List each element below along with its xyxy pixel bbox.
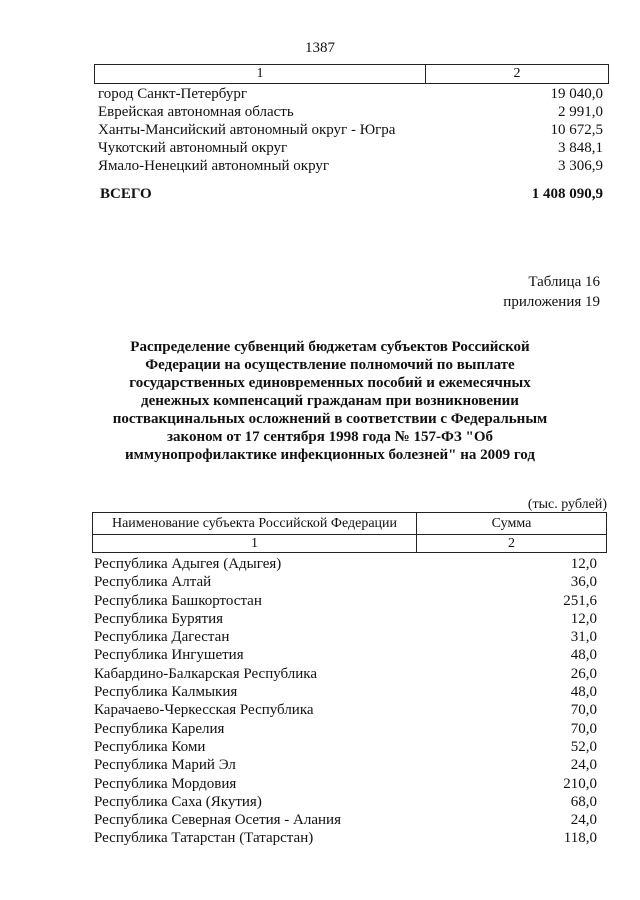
amount-value: 2 991,0 (558, 104, 603, 120)
table-row (94, 103, 609, 121)
table-header-row (92, 512, 607, 535)
table-row (92, 793, 607, 811)
table-row (92, 628, 607, 646)
header-region-name: Наименование субъекта Российской Федерации (93, 513, 417, 534)
total-row (94, 185, 609, 203)
amount-value: 12,0 (570, 556, 597, 572)
amount-value: 48,0 (570, 647, 597, 664)
amount-value: 3 848,1 (558, 140, 603, 156)
title-line: Распределение субвенций бюджетам субъектов Российской (130, 339, 530, 355)
table-row (92, 756, 607, 774)
region-name: Республика Марий Эл (94, 757, 236, 774)
amount-value: 19 040,0 (550, 86, 603, 102)
table-caption (503, 272, 600, 312)
amount-value: 3 306,9 (558, 158, 603, 174)
region-name: Республика Татарстан (Татарстан) (94, 830, 314, 847)
region-name: Республика Мордовия (94, 775, 237, 792)
subvention-table (92, 512, 607, 848)
unit-note: (тыс. рублей) (527, 497, 607, 512)
table-row (92, 683, 607, 701)
table-row (92, 811, 607, 829)
table-row (92, 646, 607, 664)
amount-value: 210,0 (563, 775, 597, 792)
total-value: 1 408 090,9 (531, 186, 603, 202)
amount-value: 118,0 (563, 830, 597, 847)
amount-value: 12,0 (570, 610, 597, 627)
region-name: Республика Адыгея (Адыгея) (94, 556, 282, 572)
title-line: государственных единовременных пособий и ежемесячных (129, 375, 531, 391)
table-body (92, 555, 607, 848)
header-amount: Сумма (491, 516, 532, 531)
region-name: Ханты-Мансийский автономный округ - Югра (98, 122, 396, 138)
table-row (94, 121, 609, 139)
region-name: город Санкт-Петербург (98, 86, 247, 102)
table-row (92, 555, 607, 573)
appendix-reference: приложения 19 (503, 294, 600, 310)
column-number-2: 2 (508, 536, 515, 551)
table-row (92, 610, 607, 628)
region-name: Республика Карелия (94, 720, 225, 737)
region-name: Республика Калмыкия (94, 684, 238, 701)
amount-value: 251,6 (563, 592, 597, 609)
column-number-1: 1 (93, 535, 417, 552)
amount-value: 70,0 (570, 702, 597, 719)
amount-value: 70,0 (570, 720, 597, 737)
amount-value: 24,0 (570, 757, 597, 774)
amount-value: 48,0 (570, 684, 597, 701)
table-row (94, 85, 609, 103)
table-row (94, 157, 609, 175)
document-title (110, 338, 550, 464)
amount-value: 24,0 (570, 812, 597, 829)
table-row (92, 573, 607, 591)
title-line: иммунопрофилактике инфекционных болезней" на 2009 год (125, 447, 535, 463)
table-row (92, 592, 607, 610)
title-line: поствакцинальных осложнений в соответствии с Федеральным (112, 411, 548, 427)
amount-value: 10 672,5 (550, 122, 603, 138)
total-label: ВСЕГО (100, 186, 152, 202)
region-name: Республика Алтай (94, 574, 212, 591)
table-row (92, 701, 607, 719)
table-row (92, 665, 607, 683)
amount-value: 52,0 (570, 738, 597, 755)
amount-value: 31,0 (570, 629, 597, 646)
region-name: Еврейская автономная область (98, 104, 294, 120)
region-name: Республика Саха (Якутия) (94, 793, 262, 810)
table-row (94, 139, 609, 157)
region-name: Республика Коми (94, 738, 206, 755)
region-name: Республика Бурятия (94, 610, 224, 627)
region-name: Республика Ингушетия (94, 647, 244, 664)
title-line: денежных компенсаций гражданам при возникновении (141, 393, 519, 409)
table-number: Таблица 16 (528, 274, 600, 290)
column-number-row (92, 535, 607, 553)
region-name: Республика Дагестан (94, 629, 230, 646)
table-header-row (94, 64, 609, 84)
amount-value: 36,0 (570, 574, 597, 591)
region-name: Чукотский автономный округ (98, 140, 288, 156)
continued-table (94, 64, 609, 175)
region-name: Карачаево-Черкесская Республика (94, 702, 314, 719)
title-line: законом от 17 сентября 1998 года № 157-ФЗ "Об (166, 429, 494, 445)
table-row (92, 829, 607, 847)
region-name: Ямало-Ненецкий автономный округ (98, 158, 330, 174)
region-name: Республика Башкортостан (94, 592, 262, 609)
amount-value: 68,0 (570, 793, 597, 810)
table-row (92, 720, 607, 738)
amount-value: 26,0 (570, 665, 597, 682)
table-body (94, 85, 609, 175)
table-row (92, 775, 607, 793)
column-number-1: 1 (95, 65, 426, 83)
title-line: Федерации на осуществление полномочий по выплате (145, 357, 515, 373)
table-row (92, 738, 607, 756)
column-number-2: 2 (513, 66, 521, 81)
region-name: Кабардино-Балкарская Республика (94, 665, 318, 682)
page-number: 1387 (305, 40, 335, 56)
region-name: Республика Северная Осетия - Алания (94, 812, 341, 829)
